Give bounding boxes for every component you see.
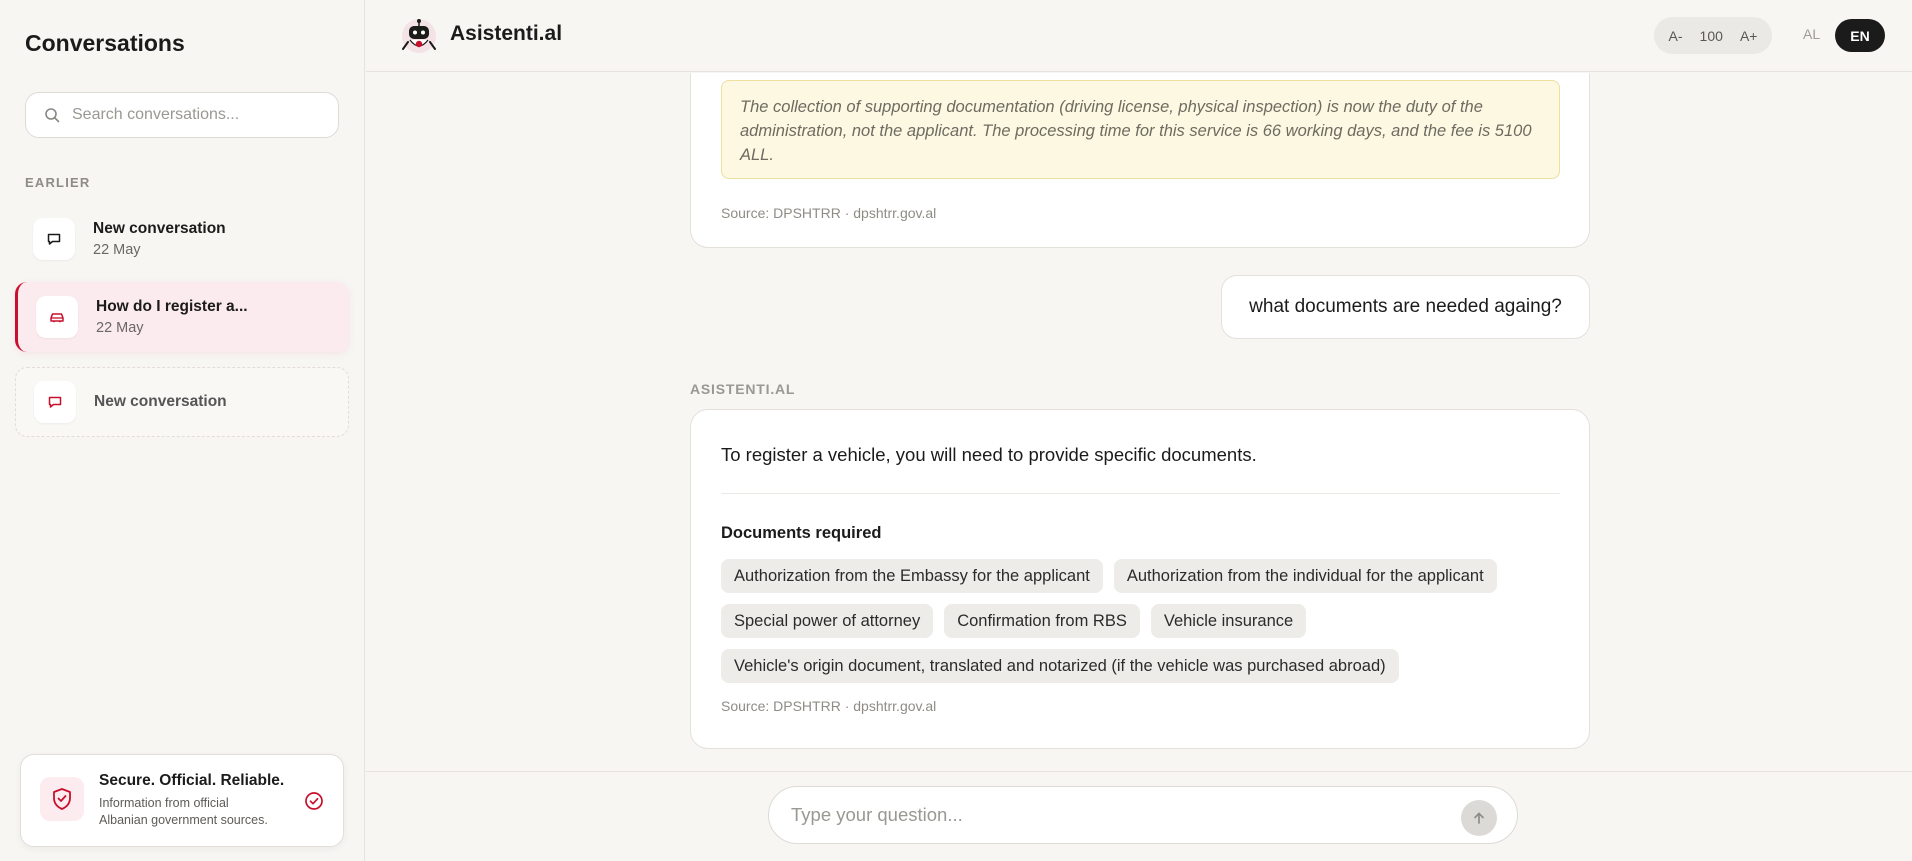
conversation-item[interactable]: [15, 204, 349, 274]
send-button[interactable]: [1461, 800, 1497, 836]
question-input[interactable]: [791, 804, 1431, 826]
new-conversation-button[interactable]: [15, 367, 349, 437]
trust-title: Secure. Official. Reliable.: [99, 772, 285, 789]
section-label-earlier: EARLIER: [25, 175, 91, 190]
search-box[interactable]: [25, 92, 339, 138]
font-size-value: 100: [1699, 27, 1723, 44]
document-chip: Authorization from the individual for the applicant: [1114, 559, 1497, 593]
shield-icon-box: [40, 777, 84, 821]
document-chip: Vehicle's origin document, translated and notarized (if the vehicle was purchased abroad): [721, 649, 1399, 683]
document-chip: Vehicle insurance: [1151, 604, 1306, 638]
search-icon: [44, 107, 60, 123]
trust-card: [20, 754, 344, 847]
chat-bubble-icon: [46, 231, 62, 247]
conversation-date: 22 May: [96, 320, 144, 336]
conversation-date: 22 May: [93, 242, 141, 258]
car-icon: [48, 309, 66, 325]
document-chips: [721, 559, 1571, 683]
source-label: Source: DPSHTRR · dpshtrr.gov.al: [721, 698, 937, 714]
divider: [721, 493, 1560, 494]
composer-bar: [366, 771, 1912, 861]
brand-name: Asistenti.al: [450, 22, 563, 45]
bot-message-card: [690, 73, 1590, 248]
documents-title: Documents required: [721, 524, 882, 542]
chat-bubble-icon: [47, 394, 63, 410]
conversation-title: How do I register a...: [96, 298, 248, 315]
bot-message-text: To register a vehicle, you will need to provide specific documents.: [721, 444, 1257, 465]
document-chip: Special power of attorney: [721, 604, 933, 638]
conversation-icon-box: [33, 218, 75, 260]
conversation-title: New conversation: [93, 220, 226, 237]
sidebar-title: Conversations: [25, 30, 185, 56]
top-header: [366, 0, 1912, 72]
arrow-up-icon: [1471, 810, 1487, 826]
user-message: what documents are needed againg?: [1221, 275, 1590, 339]
conversation-icon-box: [36, 296, 78, 338]
font-size-controls: [1654, 17, 1772, 54]
robot-logo-icon: [398, 16, 440, 56]
shield-icon: [51, 787, 73, 811]
chat-area: [366, 73, 1912, 771]
lang-al-button[interactable]: AL: [1803, 26, 1821, 42]
document-chip: Confirmation from RBS: [944, 604, 1140, 638]
note-box: The collection of supporting documentation (driving license, physical inspection) is now the duty of the administration, not the applicant. The processing time for this service is 66 working days, and the fee is 5100 ALL.: [721, 80, 1560, 179]
conversation-title: New conversation: [94, 393, 227, 410]
conversation-item-active[interactable]: [15, 282, 349, 352]
lang-en-button[interactable]: EN: [1835, 19, 1885, 52]
search-input[interactable]: [72, 106, 322, 124]
check-circle-icon: [304, 791, 324, 811]
bot-message-card: [690, 409, 1590, 749]
font-decrease-button[interactable]: A-: [1668, 27, 1683, 44]
bot-label: ASISTENTI.AL: [690, 381, 796, 397]
conversation-icon-box: [34, 381, 76, 423]
font-increase-button[interactable]: A+: [1739, 27, 1758, 44]
document-chip: Authorization from the Embassy for the applicant: [721, 559, 1103, 593]
source-label: Source: DPSHTRR · dpshtrr.gov.al: [721, 205, 937, 221]
sidebar: [0, 0, 365, 861]
composer: [768, 786, 1518, 844]
trust-subtitle: Information from official Albanian government sources.: [99, 796, 268, 827]
